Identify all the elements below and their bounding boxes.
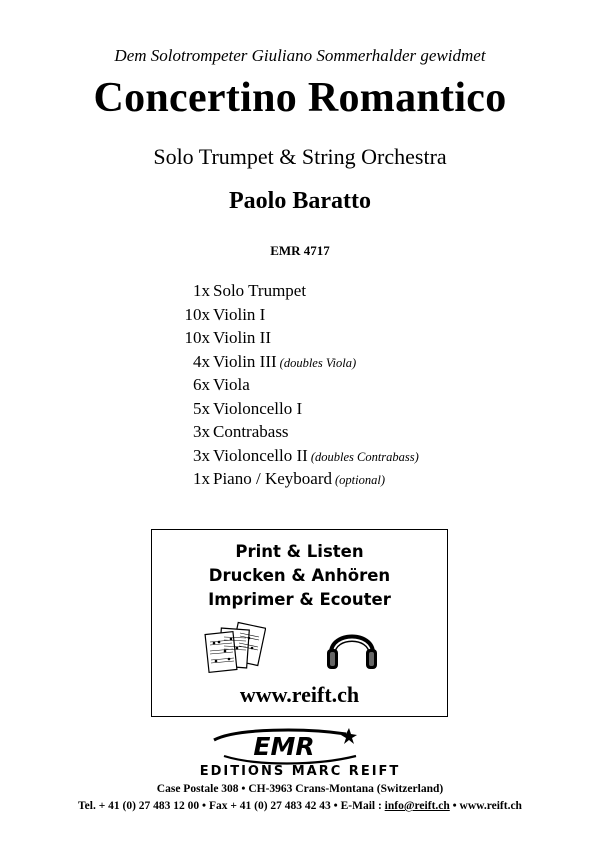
part-quantity: 1x: [193, 281, 210, 300]
part-name: Piano / Keyboard: [213, 469, 332, 488]
piece-title: Concertino Romantico: [93, 75, 507, 121]
promo-website[interactable]: www.reift.ch: [239, 682, 360, 707]
part-quantity: 4x: [193, 351, 210, 371]
part-name: Violoncello I: [213, 398, 303, 418]
composer-name: Paolo Baratto: [229, 188, 371, 214]
instrument-part: [168, 444, 498, 468]
dedication: Dem Solotrompeter Giuliano Sommerhalder gewidmet: [114, 46, 486, 65]
instrument-part: [168, 326, 498, 350]
publisher-address: Case Postale 308 • CH-3963 Crans-Montana (Switzerland): [156, 783, 444, 795]
part-quantity: 3x: [193, 445, 210, 465]
instrument-part: [168, 420, 498, 444]
email-link[interactable]: info@reift.ch: [384, 800, 450, 812]
contact-website: • www.reift.ch: [449, 800, 522, 812]
publisher-name: EDITIONS MARC REIFT: [199, 764, 401, 779]
emr-logo-text: EMR: [253, 732, 315, 761]
part-quantity: 10x: [184, 328, 210, 347]
publisher-contact: [0, 800, 600, 812]
print-and-listen-box: [151, 529, 448, 717]
part-quantity: 1x: [193, 469, 210, 488]
catalog-number: EMR 4717: [270, 243, 330, 258]
part-name: Contrabass: [213, 422, 289, 441]
instrument-part: [168, 350, 498, 374]
instrument-part: [168, 373, 498, 397]
instrument-part: [168, 397, 498, 421]
sheet-music-icon: [204, 615, 266, 685]
instrument-part: [168, 303, 498, 327]
promo-line-english: Print & Listen: [235, 542, 364, 561]
part-name: Solo Trumpet: [213, 281, 307, 300]
part-name: Violoncello II: [213, 445, 308, 465]
part-note: (optional): [334, 473, 385, 487]
promo-line-german: Drucken & Anhören: [208, 566, 391, 585]
contact-phone-fax: Tel. + 41 (0) 27 483 12 00 • Fax + 41 (0) 27 483 42 43 • E-Mail :: [78, 800, 385, 812]
part-quantity: 6x: [193, 375, 210, 394]
emr-logo: [196, 726, 366, 768]
headphones-icon: [323, 621, 381, 671]
part-note: (doubles Viola): [279, 355, 357, 370]
part-name: Viola: [213, 375, 250, 394]
part-name: Violin III: [213, 351, 277, 371]
instrumentation-subtitle: Solo Trumpet & String Orchestra: [153, 144, 447, 169]
part-quantity: 5x: [193, 398, 210, 418]
part-name: Violin I: [213, 304, 266, 324]
instrument-part: [168, 467, 498, 491]
part-quantity: 3x: [193, 422, 210, 441]
promo-line-french: Imprimer & Ecouter: [208, 590, 391, 609]
part-quantity: 10x: [184, 304, 210, 324]
part-name: Violin II: [213, 328, 271, 347]
instrument-part: [168, 279, 498, 303]
part-note: (doubles Contrabass): [310, 449, 419, 464]
instrument-parts-list: [168, 279, 498, 491]
